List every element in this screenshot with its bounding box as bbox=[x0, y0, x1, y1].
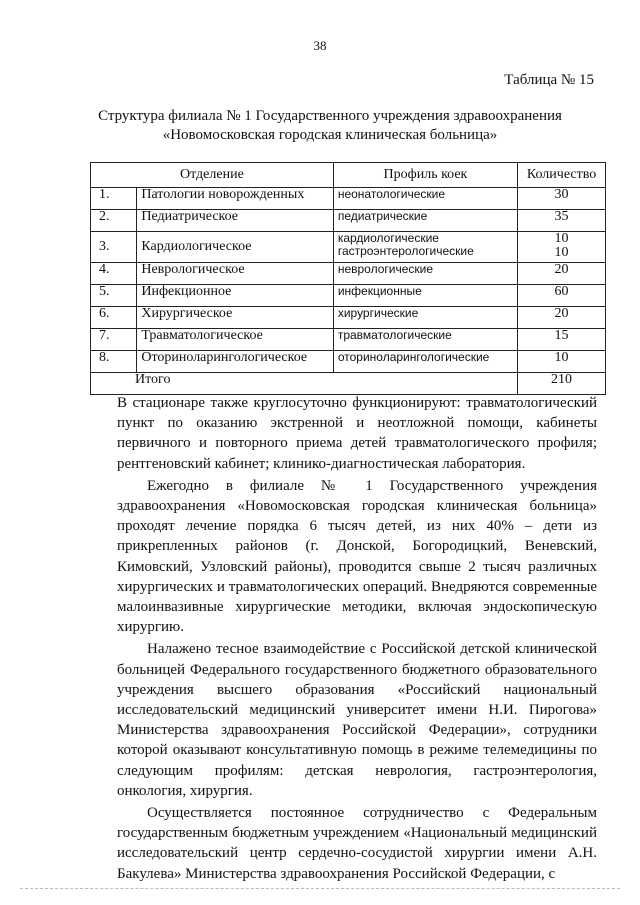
header-bed-profile: Профиль коек bbox=[333, 163, 517, 188]
total-value: 210 bbox=[518, 373, 606, 395]
row-number: 2. bbox=[91, 210, 137, 232]
department-name: Неврологическое bbox=[137, 263, 333, 285]
bed-quantity-value: 60 bbox=[554, 284, 569, 299]
document-title bbox=[60, 107, 600, 145]
row-number: 3. bbox=[91, 232, 137, 263]
table-row bbox=[91, 351, 606, 373]
department-name: Травматологическое bbox=[137, 329, 333, 351]
row-number: 7. bbox=[91, 329, 137, 351]
bed-profile-item: оториноларингологические bbox=[337, 350, 490, 364]
bed-profile-item: гастроэнтерологические bbox=[337, 244, 474, 258]
department-table bbox=[90, 162, 606, 395]
department-name: Оториноларингологическое bbox=[137, 351, 333, 373]
bed-quantity bbox=[518, 329, 606, 351]
table-row bbox=[91, 307, 606, 329]
table-row bbox=[91, 210, 606, 232]
bed-profile-item: педиатрические bbox=[337, 209, 428, 223]
row-number: 1. bbox=[91, 188, 137, 210]
bed-quantity bbox=[518, 188, 606, 210]
bed-quantity bbox=[518, 210, 606, 232]
bed-profile bbox=[333, 351, 517, 373]
bed-quantity-value: 30 bbox=[554, 187, 569, 202]
table-row bbox=[91, 285, 606, 307]
paragraph: В стационаре также круглосуточно функционируют: травматологический пункт по оказанию экстренной и неотложной помощи, кабинеты первичного и повторного приема детей травматологического профиля; рентгеновский кабинет; клинико-диагностическая лаборатория. bbox=[117, 395, 597, 472]
table-header-row bbox=[91, 163, 606, 188]
bed-quantity-value: 35 bbox=[554, 209, 569, 224]
row-number: 4. bbox=[91, 263, 137, 285]
bed-profile-item: неврологические bbox=[337, 262, 434, 276]
bed-quantity bbox=[518, 263, 606, 285]
row-number: 6. bbox=[91, 307, 137, 329]
department-name: Педиатрическое bbox=[137, 210, 333, 232]
bed-quantity bbox=[518, 351, 606, 373]
bed-profile-item: хирургические bbox=[337, 306, 419, 320]
bed-profile-item: кардиологические bbox=[337, 231, 439, 245]
department-name: Инфекционное bbox=[137, 285, 333, 307]
bed-profile bbox=[333, 285, 517, 307]
header-quantity: Количество bbox=[518, 163, 606, 188]
table-row bbox=[91, 232, 606, 263]
table-label: Таблица № 15 bbox=[504, 72, 594, 88]
bed-quantity-value: 20 bbox=[554, 262, 569, 277]
paragraph: Ежегодно в филиале № 1 Государственного учреждения здравоохранения «Новомосковская городская клиническая больница» проходят лечение порядка 6 тысяч детей, из них 40% – дети из прикрепленных районов (г. Донской, Богородицкий, Веневский, Кимовский, Узловский районы), проводится свыше 2 тысяч различных хирургических и травматологических операций. Внедряются современные малоинвазивные хирургические методики, включая эндоскопическую хирургию. bbox=[117, 477, 597, 636]
table-row bbox=[91, 263, 606, 285]
department-name: Патологии новорожденных bbox=[137, 188, 333, 210]
bed-profile-item: травматологические bbox=[337, 328, 452, 342]
table-row bbox=[91, 329, 606, 351]
body-text bbox=[117, 393, 597, 886]
bed-quantity bbox=[518, 232, 606, 263]
bed-profile-item: неонатологические bbox=[337, 187, 446, 201]
bed-quantity-value: 15 bbox=[554, 328, 569, 343]
bed-profile bbox=[333, 329, 517, 351]
page-number: 38 bbox=[313, 38, 327, 53]
header-department: Отделение bbox=[91, 163, 334, 188]
bed-quantity bbox=[518, 307, 606, 329]
paragraph: Осуществляется постоянное сотрудничество с Федеральным государственным бюджетным учреждением «Национальный медицинский исследовательский центр сердечно-сосудистой хирургии имени А.Н. Бакулева» Министерства здравоохранения Российской Федерации, с bbox=[117, 805, 597, 882]
title-line-1: Структура филиала № 1 Государственного учреждения здравоохранения bbox=[98, 108, 562, 124]
department-name: Кардиологическое bbox=[137, 232, 333, 263]
bed-quantity-value: 10 bbox=[554, 231, 569, 246]
bed-profile bbox=[333, 210, 517, 232]
table-row bbox=[91, 188, 606, 210]
scan-edge-artifact bbox=[20, 888, 620, 895]
total-row bbox=[91, 373, 606, 395]
bed-profile bbox=[333, 307, 517, 329]
department-name: Хирургическое bbox=[137, 307, 333, 329]
title-line-2: «Новомосковская городская клиническая больница» bbox=[162, 127, 498, 143]
bed-profile bbox=[333, 188, 517, 210]
bed-quantity-value: 20 bbox=[554, 306, 569, 321]
total-label: Итого bbox=[91, 373, 518, 395]
bed-quantity-value: 10 bbox=[554, 245, 569, 260]
row-number: 5. bbox=[91, 285, 137, 307]
bed-profile bbox=[333, 263, 517, 285]
paragraph: Налажено тесное взаимодействие с Российской детской клинической больницей Федерального государственного бюджетного образовательного учреждения высшего образования «Российский национальный исследовательский медицинский университет имени Н.И. Пирогова» Министерства здравоохранения Российской Федерации», сотрудники которой оказывают консультативную помощь в режиме телемедицины по следующим профилям: детская неврология, гастроэнтерология, онкология, хирургия. bbox=[117, 641, 597, 799]
bed-profile-item: инфекционные bbox=[337, 284, 422, 298]
bed-quantity-value: 10 bbox=[554, 350, 569, 365]
bed-quantity bbox=[518, 285, 606, 307]
bed-profile bbox=[333, 232, 517, 263]
row-number: 8. bbox=[91, 351, 137, 373]
